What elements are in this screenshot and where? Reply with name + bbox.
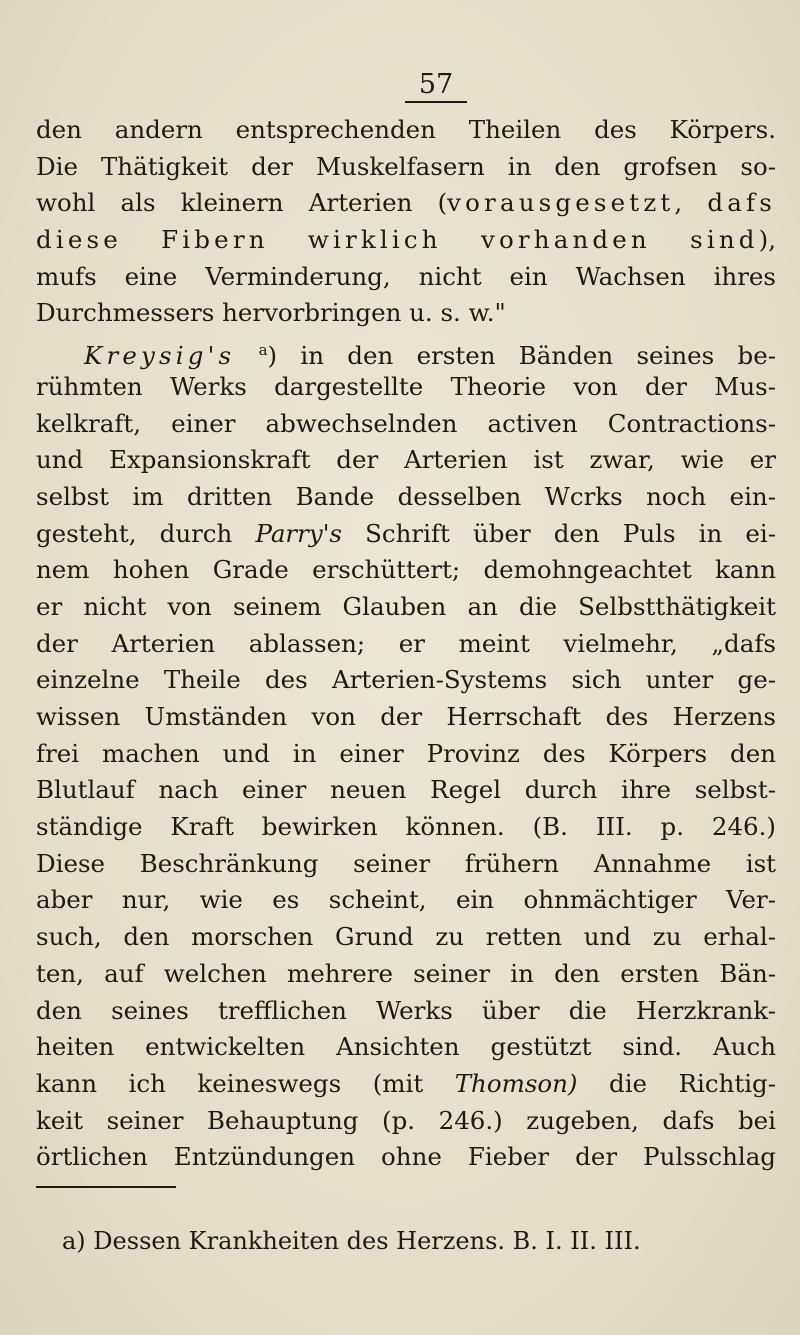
author-name: Thomson): [454, 1068, 578, 1098]
text-line: den andern entsprechenden Theilen des Körpers.: [36, 115, 776, 144]
text-line: örtlichen Entzündungen ohne Fieber der Pulsschlag: [36, 1142, 776, 1172]
text-line: gesteht, durch Parry's Schrift über den Puls in ei-: [36, 518, 777, 548]
footnote-divider: [36, 1186, 176, 1188]
text-line: wissen Umständen von der Herrschaft des Herzens: [36, 702, 776, 731]
author-name: Parry's: [255, 518, 343, 548]
text-line: der Arterien ablassen; er meint vielmehr, „dafs: [36, 628, 776, 658]
text-line: und Expansionskraft der Arterien ist zwar, wie er: [36, 445, 776, 475]
footnote: a) Dessen Krankheiten des Herzens. B. I. II. III.: [62, 1227, 641, 1255]
text-line: einzelne Theile des Arterien-Systems sich unter ge-: [36, 665, 776, 695]
main-text: [36, 112, 776, 1176]
text-line: Diese Beschränkung seiner frühern Annahme ist: [36, 848, 776, 878]
text-line: Kreysig's $^a$) in den ersten Bänden seines be-: [84, 341, 776, 371]
text-line: nem hohen Grade erschüttert; demohngeachtet kann: [36, 555, 776, 585]
footnote-marker: a: [258, 341, 268, 360]
text-line: aber nur, wie es scheint, ein ohnmächtiger Ver-: [36, 885, 776, 915]
text-line: keit seiner Behauptung (p. 246.) zugeben, dafs bei: [36, 1105, 776, 1135]
text-line: mufs eine Verminderung, nicht ein Wachsen ihres: [36, 261, 776, 291]
text-line: such, den morschen Grund zu retten und zu erhal-: [36, 922, 776, 952]
text-line: Die Thätigkeit der Muskelfasern in den grofsen so-: [36, 151, 776, 181]
text-line: heiten entwickelten Ansichten gestützt sind. Auch: [36, 1032, 776, 1062]
text-line: wohl als kleinern Arterien (vorausgesetzt, dafs: [36, 188, 777, 218]
text-line: kann ich keineswegs (mit Thomson) die Richtig-: [36, 1068, 776, 1098]
text-line: Durchmessers hervorbringen u. s. w.": [36, 298, 506, 328]
text-line: ten, auf welchen mehrere seiner in den ersten Bän-: [36, 958, 776, 988]
text-line: Blutlauf nach einer neuen Regel durch ihre selbst-: [36, 775, 776, 805]
text-line: er nicht von seinem Glauben an die Selbstthätigkeit: [36, 591, 776, 621]
text-line: frei machen und in einer Provinz des Körpers den: [36, 738, 776, 768]
text-line: kelkraft, einer abwechselnden activen Contractions-: [36, 408, 776, 438]
text-line: den seines trefflichen Werks über die Herzkrank-: [36, 995, 776, 1025]
text-line: ständige Kraft bewirken können. (B. III. p. 246.): [36, 812, 776, 842]
text-line: selbst im dritten Bande desselben Wcrks noch ein-: [36, 481, 776, 511]
author-name: Kreysig's: [84, 341, 236, 371]
text-line: rühmten Werks dargestellte Theorie von der Mus-: [36, 371, 776, 401]
text-line: diese Fibern wirklich vorhanden sind),: [36, 225, 776, 255]
page-number: 57: [0, 70, 800, 103]
